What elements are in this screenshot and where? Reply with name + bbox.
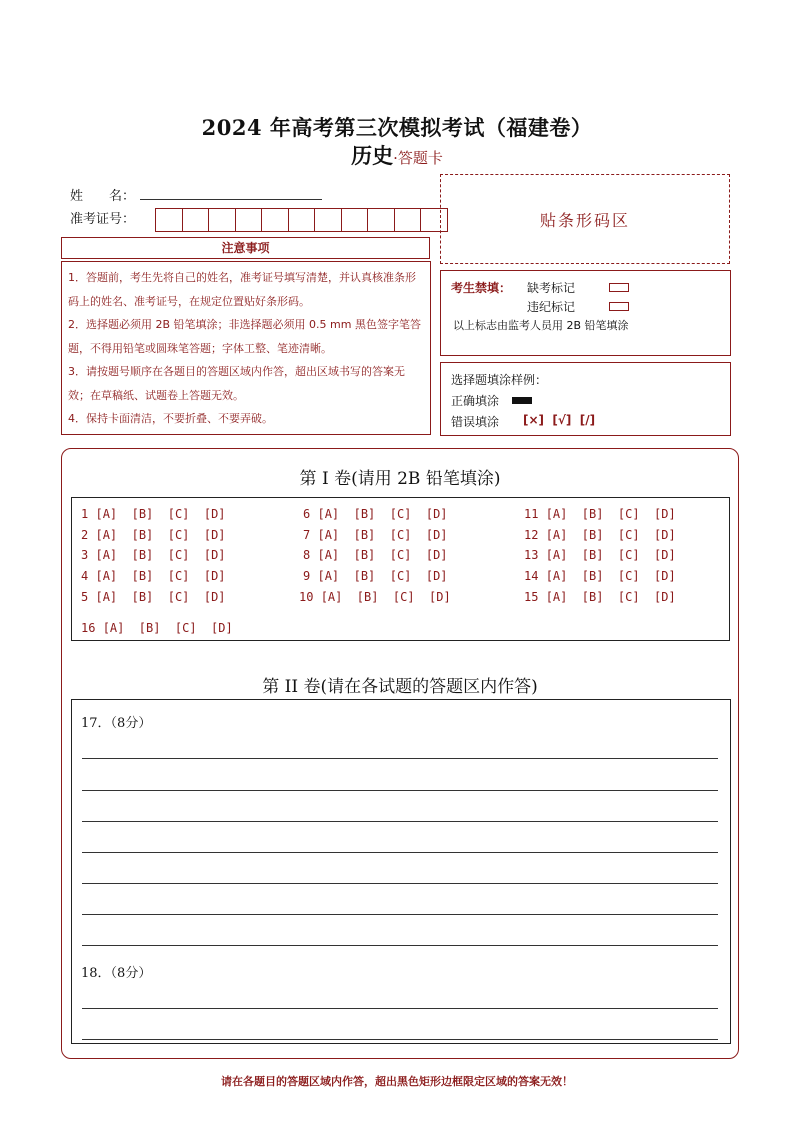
answer-options[interactable]: [A] [B] [C] [D]: [320, 590, 451, 604]
question-number: 15: [524, 590, 539, 604]
mc-question-9[interactable]: [303, 569, 448, 583]
absent-mark-box[interactable]: [609, 283, 629, 292]
mc-question-1[interactable]: [81, 507, 226, 521]
answer-line[interactable]: [82, 1008, 718, 1009]
footer-note: 请在各题目的答题区域内作答，超出黑色矩形边框限定区域的答案无效！: [221, 1075, 573, 1088]
subtitle-suffix: ·答题卡: [393, 149, 443, 167]
id-digit-box[interactable]: [235, 208, 263, 232]
answer-line[interactable]: [82, 852, 718, 853]
forbidden-label: 考生禁填：: [451, 281, 512, 295]
forbidden-note: 以上标志由监考人员用 2B 铅笔填涂: [453, 319, 629, 332]
question-number: 3: [81, 548, 89, 562]
name-field[interactable]: [140, 199, 322, 200]
mc-question-4[interactable]: [81, 569, 226, 583]
answer-options[interactable]: [A] [B] [C] [D]: [545, 590, 676, 604]
wrong-fill-label: 错误填涂: [451, 415, 500, 429]
subject-title: [0, 140, 794, 170]
notice-item: 1．答题前，考生先将自己的姓名，准考证号填写清楚，并认真核准条形码上的姓名、准考证号，在规定位置贴好条形码。: [68, 271, 416, 308]
essay-answer-box: [71, 699, 731, 1044]
notice-item: 3．请按题号顺序在各题目的答题区域内作答，超出区域书写的答案无效；在草稿纸、试题卷上答题无效。: [68, 365, 405, 402]
violation-label: 违纪标记: [527, 300, 576, 314]
id-digit-box[interactable]: [155, 208, 183, 232]
sample-heading: 选择题填涂样例：: [451, 373, 548, 387]
correct-fill-label: 正确填涂: [451, 394, 500, 408]
exam-id-label: 准考证号：: [70, 212, 136, 227]
answer-line[interactable]: [82, 914, 718, 915]
fill-sample-box: [440, 362, 731, 436]
answer-options[interactable]: [A] [B] [C] [D]: [545, 548, 676, 562]
barcode-area: 贴条形码区: [440, 174, 730, 264]
mc-question-15[interactable]: [524, 590, 676, 604]
question-number: 16: [81, 621, 96, 635]
question-17-label: 17．（8分）: [81, 716, 152, 731]
question-number: 14: [524, 569, 539, 583]
mc-question-8[interactable]: [303, 548, 448, 562]
mc-question-11[interactable]: [524, 507, 676, 521]
mc-question-10[interactable]: [299, 590, 451, 604]
id-digit-box[interactable]: [261, 208, 289, 232]
answer-options[interactable]: [A] [B] [C] [D]: [317, 528, 448, 542]
answer-line[interactable]: [82, 1039, 718, 1040]
mc-question-13[interactable]: [524, 548, 676, 562]
notice-list: [61, 261, 431, 435]
answer-options[interactable]: [A] [B] [C] [D]: [545, 528, 676, 542]
id-digit-box[interactable]: [288, 208, 316, 232]
mc-question-3[interactable]: [81, 548, 226, 562]
mc-question-6[interactable]: [303, 507, 448, 521]
question-number: 5: [81, 590, 89, 604]
question-number: 9: [303, 569, 311, 583]
question-number: 12: [524, 528, 539, 542]
absent-label: 缺考标记: [527, 281, 576, 295]
name-label: 姓 名：: [70, 189, 136, 204]
answer-options[interactable]: [A] [B] [C] [D]: [95, 548, 226, 562]
answer-options[interactable]: [A] [B] [C] [D]: [102, 621, 233, 635]
mc-question-7[interactable]: [303, 528, 448, 542]
question-18-label: 18．（8分）: [81, 966, 152, 981]
answer-line[interactable]: [82, 945, 718, 946]
answer-options[interactable]: [A] [B] [C] [D]: [95, 590, 226, 604]
answer-options[interactable]: [A] [B] [C] [D]: [95, 569, 226, 583]
id-digit-box[interactable]: [394, 208, 422, 232]
answer-line[interactable]: [82, 821, 718, 822]
part1-title: 第 I 卷(请用 2B 铅笔填涂): [299, 469, 501, 489]
question-number: 4: [81, 569, 89, 583]
answer-options[interactable]: [A] [B] [C] [D]: [317, 507, 448, 521]
answer-options[interactable]: [A] [B] [C] [D]: [317, 548, 448, 562]
question-number: 6: [303, 507, 311, 521]
answer-options[interactable]: [A] [B] [C] [D]: [545, 507, 676, 521]
question-number: 1: [81, 507, 89, 521]
id-digit-box[interactable]: [314, 208, 342, 232]
answer-line[interactable]: [82, 790, 718, 791]
answer-options[interactable]: [A] [B] [C] [D]: [95, 528, 226, 542]
answer-line[interactable]: [82, 883, 718, 884]
page-title: 2024 年高考第三次模拟考试（福建卷）: [201, 115, 593, 140]
mc-question-14[interactable]: [524, 569, 676, 583]
part2-title: 第 II 卷(请在各试题的答题区内作答): [262, 677, 538, 697]
question-number: 8: [303, 548, 311, 562]
notice-item: 4．保持卡面清洁，不要折叠、不要弄破。: [68, 412, 273, 425]
mc-question-2[interactable]: [81, 528, 226, 542]
notice-item: 2．选择题必须用 2B 铅笔填涂；非选择题必须用 0.5 mm 黑色签字笔答题，不得用铅笔或圆珠笔答题；字体工整、笔迹清晰。: [68, 318, 421, 355]
mc-question-16[interactable]: [81, 621, 233, 635]
id-digit-box[interactable]: [182, 208, 210, 232]
correct-fill-mark: [512, 397, 532, 404]
id-digit-box[interactable]: [341, 208, 369, 232]
answer-options[interactable]: [A] [B] [C] [D]: [545, 569, 676, 583]
violation-mark-box[interactable]: [609, 302, 629, 311]
forbidden-box: [440, 270, 731, 356]
multiple-choice-grid: [71, 497, 730, 641]
answer-options[interactable]: [A] [B] [C] [D]: [95, 507, 226, 521]
question-number: 2: [81, 528, 89, 542]
answer-options[interactable]: [A] [B] [C] [D]: [317, 569, 448, 583]
mc-question-5[interactable]: [81, 590, 226, 604]
question-number: 7: [303, 528, 311, 542]
question-number: 10: [299, 590, 314, 604]
id-digit-box[interactable]: [208, 208, 236, 232]
question-number: 11: [524, 507, 539, 521]
answer-line[interactable]: [82, 758, 718, 759]
mc-question-12[interactable]: [524, 528, 676, 542]
exam-id-boxes[interactable]: [155, 208, 447, 232]
subject-name: 历史: [351, 143, 394, 168]
wrong-fill-marks: [×] [√] [/]: [523, 413, 596, 427]
notice-heading: 注意事项: [61, 237, 430, 259]
question-number: 13: [524, 548, 539, 562]
id-digit-box[interactable]: [367, 208, 395, 232]
